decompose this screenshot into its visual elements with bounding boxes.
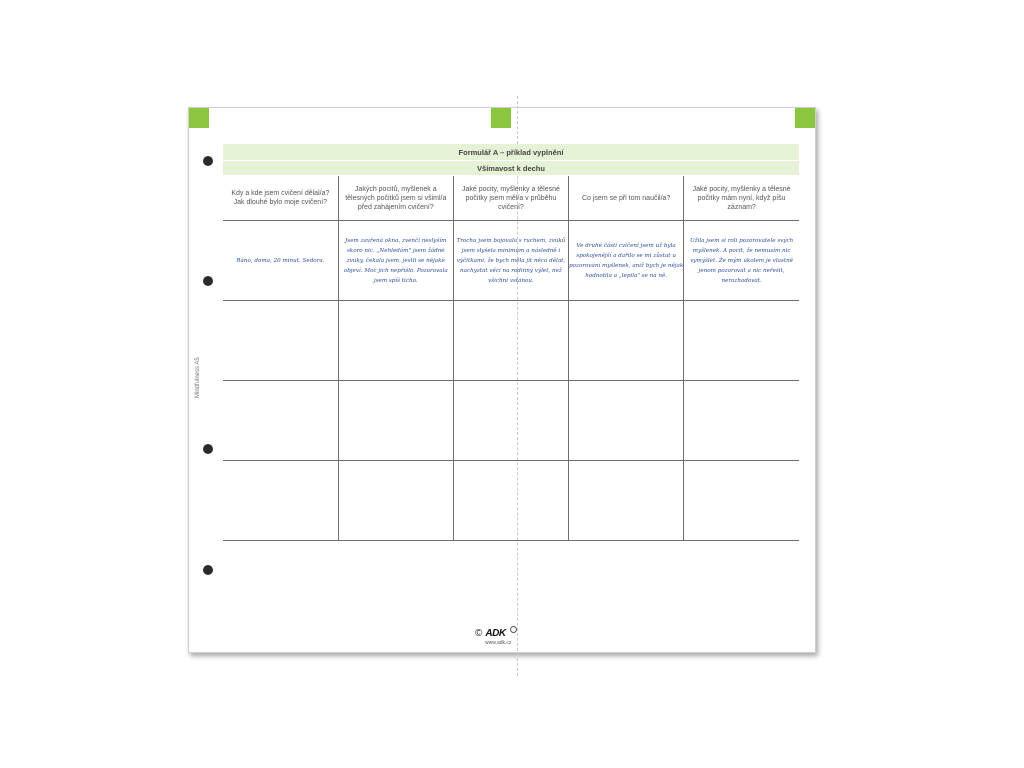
green-corner-tab bbox=[795, 108, 815, 128]
footer-brand bbox=[475, 628, 517, 639]
header-row bbox=[223, 176, 799, 221]
empty-cell bbox=[223, 301, 338, 381]
exercise-table bbox=[223, 176, 799, 541]
empty-cell bbox=[684, 301, 799, 381]
empty-cell bbox=[684, 381, 799, 461]
empty-cell bbox=[338, 381, 453, 461]
handwritten-cell: Ráno, doma, 20 minut. Sedora. bbox=[223, 221, 338, 301]
empty-cell bbox=[569, 461, 684, 541]
column-header: Co jsem se při tom naučil/a? bbox=[569, 176, 684, 221]
empty-cell bbox=[684, 461, 799, 541]
handwritten-cell: Ve druhé části cvičení jsem už byla spokojenější a dařilo se mi zůstat u pozorování myšlenek, aniž bych je nějak hodnotila a „lepila" se na ně. bbox=[569, 221, 684, 301]
empty-cell bbox=[569, 301, 684, 381]
column-header: Jaké pocity, myšlenky a tělesné počitky jsem měl/a v průběhu cvičení? bbox=[453, 176, 568, 221]
side-label: Mindfulness A5 bbox=[195, 357, 201, 398]
empty-cell bbox=[223, 381, 338, 461]
empty-row bbox=[223, 461, 799, 541]
empty-cell bbox=[453, 301, 568, 381]
adk-logo: ADK bbox=[485, 628, 506, 639]
empty-cell bbox=[223, 461, 338, 541]
logo-mark-icon bbox=[510, 626, 517, 633]
empty-cell bbox=[569, 381, 684, 461]
green-corner-tab bbox=[189, 108, 209, 128]
column-header: Jaké pocity, myšlenky a tělesné počitky mám nyní, když píšu záznam? bbox=[684, 176, 799, 221]
binder-hole bbox=[203, 444, 213, 454]
example-row bbox=[223, 221, 799, 301]
handwritten-cell: Jsem zavřená okna, zvenčí neslyším skoro nic. „Nehledám" jsem žádné zvuky, čekala jsem, jestli se nějaké objeví. Moc jich nepřišlo. Pozorovala jsem spíš ticho. bbox=[338, 221, 453, 301]
handwritten-cell: Užila jsem si roli pozorovatele svých myšlenek. A pocit, že nemusím nic vymýšlet. Že mým úkolem je vlastně jenom pozorovat a nic neřešit, nerozhodovat. bbox=[684, 221, 799, 301]
empty-cell bbox=[338, 461, 453, 541]
empty-cell bbox=[453, 461, 568, 541]
form-title: Formulář A – příklad vyplnění bbox=[223, 144, 799, 160]
planner-sheet bbox=[188, 107, 816, 653]
copyright-symbol: © bbox=[475, 628, 483, 639]
empty-row bbox=[223, 381, 799, 461]
form-subtitle: Všímavost k dechu bbox=[223, 161, 799, 175]
column-header: Jakých pocitů, myšlenek a tělesných počitků jsem si všiml/a před zahájením cvičení? bbox=[338, 176, 453, 221]
column-header: Kdy a kde jsem cvičení dělal/a? Jak dlouhé bylo moje cvičení? bbox=[223, 176, 338, 221]
binder-hole bbox=[203, 565, 213, 575]
empty-cell bbox=[338, 301, 453, 381]
empty-cell bbox=[453, 381, 568, 461]
binder-hole bbox=[203, 276, 213, 286]
footer-url: www.adk.cz bbox=[485, 640, 512, 646]
green-center-tab bbox=[491, 108, 511, 128]
handwritten-cell: Trochu jsem bojovala s ruchem, zvuků jsem slyšela minimum a následně i výčitkami, že bych měla jít něco dělat, nachystat věci na rodinný výlet, než všichni vstanou. bbox=[453, 221, 568, 301]
binder-hole bbox=[203, 156, 213, 166]
empty-row bbox=[223, 301, 799, 381]
